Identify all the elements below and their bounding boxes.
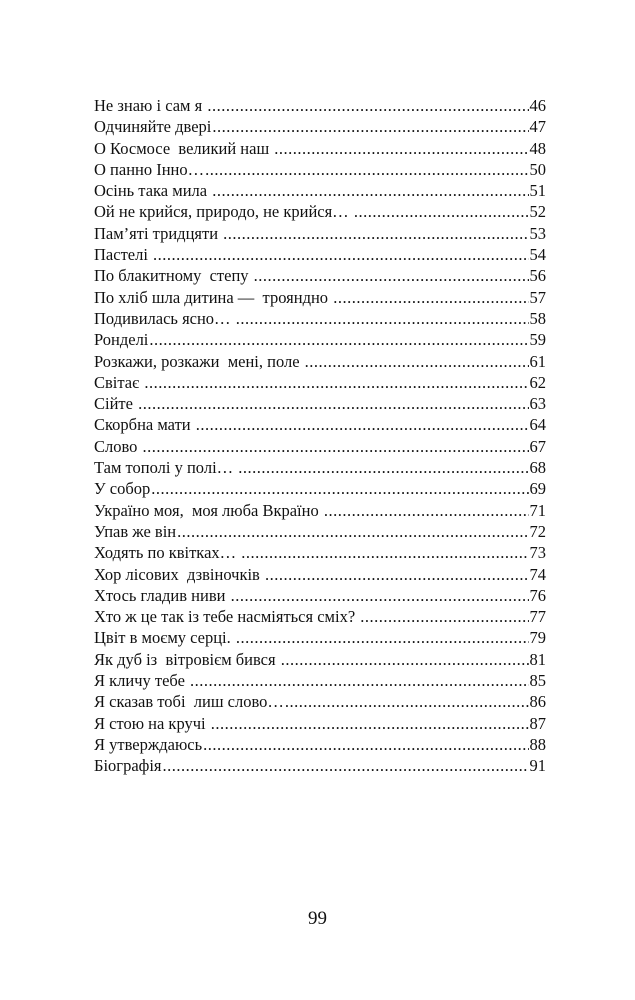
toc-entry — [94, 372, 546, 393]
dot-leader — [324, 500, 529, 521]
toc-entry-title: Я кличу тебе — [94, 671, 190, 691]
dot-leader — [212, 180, 528, 201]
toc-entry-title: По блакитному степу — [94, 266, 253, 286]
toc-entry-title: Цвіт в моєму серці. — [94, 628, 235, 648]
toc-entry — [94, 244, 546, 265]
toc-entry-page: 73 — [529, 543, 546, 563]
dot-leader — [207, 95, 528, 116]
dot-leader — [163, 755, 529, 776]
toc-entry-title: По хліб шла дитина — трояндно — [94, 287, 333, 307]
toc-entry — [94, 393, 546, 414]
dot-leader — [333, 287, 528, 308]
dot-leader — [143, 436, 529, 457]
dot-leader — [203, 734, 528, 755]
dot-leader — [238, 457, 528, 478]
toc-entry — [94, 627, 546, 648]
toc-entry-page: 81 — [529, 649, 546, 669]
toc-entry — [94, 755, 546, 776]
toc-entry-title: Слово — [94, 436, 142, 456]
toc-entry-title: Я утверждаюсь — [94, 734, 203, 754]
toc-entry-title: О панно Інно… — [94, 159, 205, 179]
toc-entry-page: 74 — [529, 564, 546, 584]
dot-leader — [223, 223, 528, 244]
dot-leader — [211, 713, 529, 734]
toc-entry-page: 50 — [529, 159, 546, 179]
toc-entry — [94, 457, 546, 478]
toc-entry — [94, 649, 546, 670]
toc-entry-page: 47 — [529, 117, 546, 137]
toc-entry-page: 48 — [529, 138, 546, 158]
toc-entry-title: Упав же він — [94, 521, 177, 541]
dot-leader — [265, 564, 529, 585]
toc-entry-page: 61 — [529, 351, 546, 371]
toc-entry-title: Ходять по квітках… — [94, 543, 241, 563]
dot-leader — [236, 627, 529, 648]
toc-entry — [94, 478, 546, 499]
dot-leader — [305, 351, 529, 372]
dot-leader — [354, 201, 529, 222]
toc-entry-page: 46 — [529, 96, 546, 115]
toc-entry-title: Хто ж це так із тебе насміяться сміх? — [94, 607, 360, 627]
toc-entry-page: 52 — [529, 202, 546, 222]
toc-entry-page: 54 — [529, 245, 546, 265]
page-number: 99 — [308, 908, 327, 929]
toc-entry-title: У собор — [94, 479, 151, 499]
dot-leader — [274, 138, 528, 159]
toc-entry-title: Я сказав тобі лиш слово… — [94, 692, 284, 712]
toc-entry-title: Подивилась ясно… — [94, 308, 235, 328]
toc-entry — [94, 95, 546, 116]
toc-entry-page: 69 — [529, 479, 546, 499]
dot-leader — [241, 542, 528, 563]
toc-entry — [94, 670, 546, 691]
dot-leader — [196, 414, 529, 435]
toc-entry-title: Пастелі — [94, 245, 153, 265]
toc-entry-page: 85 — [529, 671, 546, 691]
toc-entry — [94, 713, 546, 734]
toc-entry-page: 59 — [529, 330, 546, 350]
toc-entry — [94, 201, 546, 222]
toc-entry-title: Україно моя, моя люба Вкраїно — [94, 500, 323, 520]
toc-entry-page: 88 — [529, 734, 546, 754]
toc-entry — [94, 180, 546, 201]
dot-leader — [231, 585, 529, 606]
toc-entry — [94, 308, 546, 329]
toc-entry-page: 64 — [529, 415, 546, 435]
toc-entry — [94, 585, 546, 606]
toc-entry-title: Сійте — [94, 394, 138, 414]
toc-entry-page: 68 — [529, 458, 546, 478]
toc-entry-page: 51 — [529, 181, 546, 201]
toc-entry-page: 87 — [529, 713, 546, 733]
toc-entry — [94, 223, 546, 244]
toc-entry — [94, 521, 546, 542]
toc-entry-page: 79 — [529, 628, 546, 648]
toc-entry-page: 56 — [529, 266, 546, 286]
toc-entry-page: 86 — [529, 692, 546, 712]
toc-entry-title: Ронделі — [94, 330, 149, 350]
toc-entry-title: Розкажи, розкажи мені, поле — [94, 351, 304, 371]
toc-entry-title: Осінь така мила — [94, 181, 212, 201]
toc-entry-page: 57 — [529, 287, 546, 307]
toc-entry-title: Світає — [94, 372, 144, 392]
toc-entry-page: 77 — [529, 607, 546, 627]
toc-entry-page: 91 — [529, 756, 546, 776]
toc-entry-title: Пам’яті тридцяти — [94, 223, 223, 243]
toc-entry-title: Не знаю і сам я — [94, 96, 207, 115]
dot-leader — [236, 308, 529, 329]
dot-leader — [254, 265, 529, 286]
toc-entry — [94, 436, 546, 457]
dot-leader — [360, 606, 528, 627]
dot-leader — [212, 116, 528, 137]
dot-leader — [205, 159, 528, 180]
dot-leader — [151, 478, 528, 499]
toc-entry — [94, 329, 546, 350]
dot-leader — [149, 329, 528, 350]
toc-entry-title: Там тополі у полі… — [94, 458, 238, 478]
dot-leader — [285, 691, 529, 712]
toc-entry-title: Хтось гладив ниви — [94, 585, 230, 605]
toc-entry-title: О Космосе великий наш — [94, 138, 274, 158]
toc-entry-title: Скорбна мати — [94, 415, 195, 435]
toc-entry — [94, 414, 546, 435]
toc-entry-page: 62 — [529, 372, 546, 392]
dot-leader — [281, 649, 529, 670]
toc-entry-page: 67 — [529, 436, 546, 456]
toc-entry-title: Одчиняйте двері — [94, 117, 212, 137]
dot-leader — [144, 372, 528, 393]
toc-entry — [94, 500, 546, 521]
toc-entry — [94, 138, 546, 159]
toc-entry — [94, 606, 546, 627]
toc-entry — [94, 564, 546, 585]
table-of-contents — [94, 95, 546, 777]
dot-leader — [177, 521, 528, 542]
toc-entry-title: Я стою на кручі — [94, 713, 210, 733]
dot-leader — [190, 670, 528, 691]
toc-entry — [94, 542, 546, 563]
toc-entry-page: 72 — [529, 521, 546, 541]
dot-leader — [153, 244, 528, 265]
toc-entry — [94, 265, 546, 286]
toc-entry-page: 58 — [529, 308, 546, 328]
toc-entry-title: Біографія — [94, 756, 162, 776]
toc-entry-page: 53 — [529, 223, 546, 243]
toc-entry-page: 63 — [529, 394, 546, 414]
toc-entry — [94, 351, 546, 372]
dot-leader — [138, 393, 528, 414]
toc-entry — [94, 287, 546, 308]
toc-entry — [94, 159, 546, 180]
toc-entry-title: Як дуб із вітровієм бився — [94, 649, 280, 669]
toc-entry — [94, 691, 546, 712]
toc-entry-title: Ой не крийся, природо, не крийся… — [94, 202, 353, 222]
toc-entry-page: 76 — [529, 585, 546, 605]
toc-entry-title: Хор лісових дзвіночків — [94, 564, 264, 584]
toc-entry — [94, 734, 546, 755]
toc-entry-page: 71 — [529, 500, 546, 520]
toc-entry — [94, 116, 546, 137]
